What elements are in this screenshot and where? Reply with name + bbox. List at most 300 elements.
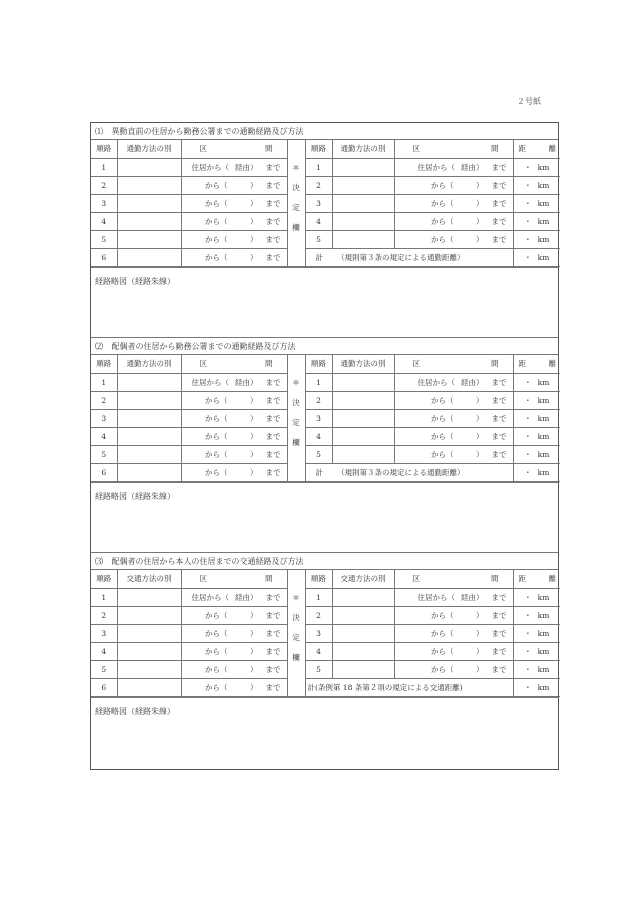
range-until: まで: [265, 682, 281, 692]
route-range[interactable]: [395, 216, 513, 227]
decision-char-3: 欄: [292, 438, 300, 447]
km-unit: km: [537, 162, 550, 172]
range-until: まで: [265, 449, 281, 459]
range-until: まで: [265, 628, 281, 638]
km-dot: ・: [524, 252, 532, 262]
right-order: 2: [316, 610, 321, 620]
left-method-cell[interactable]: [117, 463, 181, 481]
range-until: まで: [491, 628, 507, 638]
range-first-from: 住居から（: [417, 592, 455, 602]
route-range[interactable]: [182, 610, 287, 621]
range-until: まで: [491, 377, 507, 387]
range-from: から（: [205, 234, 228, 244]
left-order: 1: [101, 377, 107, 387]
range-from: から（: [431, 449, 454, 459]
route-range[interactable]: [182, 413, 287, 424]
left-order: 6: [101, 252, 107, 262]
right-method-cell[interactable]: [332, 409, 394, 427]
table-row: [91, 606, 560, 624]
route-table: [91, 570, 560, 697]
header-distance-a: 距: [518, 144, 526, 154]
distance-cell[interactable]: [513, 391, 560, 409]
right-method-cell[interactable]: [332, 588, 394, 606]
range-until: まで: [265, 431, 281, 441]
range-via: 経由）: [461, 162, 484, 172]
route-range[interactable]: [395, 413, 513, 424]
right-method-cell[interactable]: [332, 373, 394, 391]
right-method-cell[interactable]: [332, 391, 394, 409]
decision-column: [287, 355, 305, 481]
range-from: から（: [205, 610, 228, 620]
header-section-a: 区: [199, 144, 207, 154]
right-order: 5: [316, 234, 321, 244]
header-section-a: 区: [412, 574, 420, 584]
route-range[interactable]: [395, 234, 513, 245]
range-close-paren: ）: [476, 413, 484, 423]
right-method-cell[interactable]: [332, 194, 394, 212]
right-method-cell[interactable]: [332, 660, 394, 678]
right-method-cell[interactable]: [332, 606, 394, 624]
km-unit: km: [537, 377, 550, 387]
km-unit: km: [537, 592, 550, 602]
route-range[interactable]: [182, 592, 287, 603]
route-table: [91, 140, 560, 267]
route-range[interactable]: [395, 198, 513, 209]
header-method: 交通方法の別: [340, 574, 386, 584]
range-via: 経由）: [235, 162, 258, 172]
range-close-paren: ）: [250, 610, 258, 620]
route-table: [91, 355, 560, 482]
range-close-paren: ）: [250, 467, 258, 477]
route-range[interactable]: [395, 646, 513, 657]
km-unit: km: [537, 198, 550, 208]
route-range[interactable]: [182, 234, 287, 245]
right-order: 3: [316, 198, 321, 208]
range-from: から（: [431, 216, 454, 226]
left-method-cell[interactable]: [117, 230, 181, 248]
range-close-paren: ）: [250, 628, 258, 638]
route-range[interactable]: [182, 628, 287, 639]
header-order: 順路: [96, 574, 112, 584]
route-range[interactable]: [182, 646, 287, 657]
range-from: から（: [431, 180, 454, 190]
range-until: まで: [491, 395, 507, 405]
route-range[interactable]: [395, 431, 513, 442]
range-from: から（: [205, 646, 228, 656]
range-via: 経由）: [461, 592, 484, 602]
left-order: 3: [101, 628, 107, 638]
route-range[interactable]: [182, 467, 287, 478]
right-method-cell[interactable]: [332, 158, 394, 176]
km-unit: km: [537, 180, 550, 190]
header-section-b: 間: [265, 144, 273, 154]
range-until: まで: [491, 234, 507, 244]
left-method-cell[interactable]: [117, 624, 181, 642]
range-from: から（: [205, 628, 228, 638]
km-unit: km: [537, 395, 550, 405]
range-via: 経由）: [235, 592, 258, 602]
distance-cell[interactable]: [513, 176, 560, 194]
total-note: （規則第３条の規定による通勤距離）: [337, 467, 465, 477]
range-from: から（: [205, 449, 228, 459]
right-order: 5: [316, 449, 321, 459]
right-method-cell[interactable]: [332, 427, 394, 445]
route-range[interactable]: [182, 431, 287, 442]
total-note: （規則第３条の規定による通勤距離）: [337, 252, 465, 262]
left-order: 5: [101, 449, 107, 459]
header-distance-b: 離: [548, 574, 556, 584]
left-method-cell[interactable]: [117, 427, 181, 445]
route-map-label: 経路略図（経路朱線）: [95, 491, 175, 501]
range-close-paren: ）: [250, 198, 258, 208]
total-label: 計: [315, 252, 323, 262]
total-distance-label: [305, 678, 513, 696]
route-map-area[interactable]: [91, 267, 558, 339]
distance-cell[interactable]: [513, 427, 560, 445]
right-order: 4: [316, 431, 321, 441]
range-close-paren: ）: [250, 449, 258, 459]
range-until: まで: [265, 252, 281, 262]
header-method: 通勤方法の別: [340, 144, 386, 154]
table-row: [91, 588, 560, 606]
right-method-cell[interactable]: [332, 176, 394, 194]
header-section-a: 区: [412, 144, 420, 154]
distance-cell[interactable]: [513, 642, 560, 660]
range-until: まで: [265, 413, 281, 423]
left-order: 6: [101, 682, 107, 692]
km-dot: ・: [524, 216, 532, 226]
range-close-paren: ）: [250, 252, 258, 262]
right-order: 1: [316, 162, 321, 172]
route-range[interactable]: [182, 162, 287, 173]
decision-char-1: 決: [292, 613, 300, 622]
km-dot: ・: [524, 467, 532, 477]
route-map-label: 経路略図（経路朱線）: [95, 276, 175, 286]
section-title-text: 異動直前の住居から勤務公署までの通勤経路及び方法: [111, 127, 304, 136]
section-2-spouse-commute: [90, 337, 559, 554]
header-order: 順路: [311, 144, 326, 154]
header-method: 通勤方法の別: [340, 359, 386, 369]
header-section-a: 区: [199, 359, 207, 369]
right-method-cell[interactable]: [332, 642, 394, 660]
range-close-paren: ）: [250, 646, 258, 656]
left-method-cell[interactable]: [117, 373, 181, 391]
km-dot: ・: [524, 610, 532, 620]
distance-cell[interactable]: [513, 445, 560, 463]
route-range[interactable]: [182, 664, 287, 675]
route-range[interactable]: [182, 252, 287, 263]
right-order: 1: [316, 377, 321, 387]
decision-char-2: 定: [292, 418, 300, 427]
range-from: から（: [205, 180, 228, 190]
range-until: まで: [491, 198, 507, 208]
range-from: から（: [431, 413, 454, 423]
header-distance-a: 距: [518, 359, 526, 369]
km-dot: ・: [524, 377, 532, 387]
route-range[interactable]: [182, 377, 287, 388]
header-order: 順路: [311, 574, 326, 584]
route-range[interactable]: [395, 162, 513, 173]
total-label: 計: [307, 682, 315, 692]
left-method-cell[interactable]: [117, 212, 181, 230]
route-range[interactable]: [395, 449, 513, 460]
left-method-cell[interactable]: [117, 642, 181, 660]
range-first-from: 住居から（: [191, 377, 229, 387]
range-close-paren: ）: [250, 234, 258, 244]
route-range[interactable]: [182, 180, 287, 191]
km-dot: ・: [524, 198, 532, 208]
range-close-paren: ）: [476, 180, 484, 190]
km-unit: km: [537, 252, 550, 262]
header-section-a: 区: [199, 574, 207, 584]
total-label: 計: [315, 467, 323, 477]
km-unit: km: [537, 234, 550, 244]
range-from: から（: [205, 664, 228, 674]
left-method-cell[interactable]: [117, 606, 181, 624]
range-from: から（: [205, 467, 228, 477]
distance-cell[interactable]: [513, 409, 560, 427]
range-from: から（: [205, 413, 228, 423]
header-order: 順路: [96, 144, 112, 154]
left-method-cell[interactable]: [117, 391, 181, 409]
km-unit: km: [537, 449, 550, 459]
distance-cell[interactable]: [513, 660, 560, 678]
km-dot: ・: [524, 682, 532, 692]
form-number: ２号紙: [517, 97, 541, 106]
decision-char-3: 欄: [292, 653, 300, 662]
left-method-cell[interactable]: [117, 660, 181, 678]
route-range[interactable]: [182, 395, 287, 406]
distance-cell[interactable]: [513, 194, 560, 212]
left-order: 4: [101, 431, 107, 441]
range-close-paren: ）: [250, 431, 258, 441]
right-order: 4: [316, 216, 321, 226]
range-until: まで: [491, 610, 507, 620]
range-close-paren: ）: [476, 234, 484, 244]
left-method-cell[interactable]: [117, 194, 181, 212]
range-first-from: 住居から（: [191, 162, 229, 172]
range-until: まで: [491, 592, 507, 602]
header-section-a: 区: [412, 359, 420, 369]
table-header-row: [91, 355, 560, 373]
section-number: ⑵: [95, 342, 103, 351]
left-order: 2: [101, 180, 107, 190]
range-from: から（: [205, 216, 228, 226]
route-range[interactable]: [395, 610, 513, 621]
range-from: から（: [205, 682, 228, 692]
range-from: から（: [431, 628, 454, 638]
section-number: ⑴: [95, 127, 103, 136]
left-method-cell[interactable]: [117, 445, 181, 463]
range-until: まで: [265, 646, 281, 656]
km-dot: ・: [524, 180, 532, 190]
range-close-paren: ）: [476, 216, 484, 226]
range-first-from: 住居から（: [417, 377, 455, 387]
table-row: [91, 230, 560, 248]
range-until: まで: [491, 431, 507, 441]
route-range[interactable]: [395, 592, 513, 603]
decision-asterisk: ＊: [292, 163, 300, 172]
table-row: [91, 427, 560, 445]
left-order: 4: [101, 646, 107, 656]
km-dot: ・: [524, 413, 532, 423]
km-dot: ・: [524, 646, 532, 656]
range-via: 経由）: [461, 377, 484, 387]
range-until: まで: [265, 198, 281, 208]
range-until: まで: [491, 180, 507, 190]
range-close-paren: ）: [476, 198, 484, 208]
decision-column: [287, 570, 305, 696]
header-section-b: 間: [491, 144, 499, 154]
table-row: [91, 248, 560, 266]
section-title: [91, 338, 558, 355]
right-method-cell[interactable]: [332, 445, 394, 463]
route-map-area[interactable]: [91, 697, 558, 769]
distance-cell[interactable]: [513, 624, 560, 642]
route-range[interactable]: [182, 682, 287, 693]
distance-cell[interactable]: [513, 463, 560, 481]
range-close-paren: ）: [476, 628, 484, 638]
header-method: 通勤方法の別: [126, 359, 172, 369]
left-method-cell[interactable]: [117, 409, 181, 427]
km-unit: km: [537, 664, 550, 674]
right-method-cell[interactable]: [332, 624, 394, 642]
km-unit: km: [537, 610, 550, 620]
table-row: [91, 463, 560, 481]
distance-cell[interactable]: [513, 158, 560, 176]
route-range[interactable]: [395, 628, 513, 639]
route-range[interactable]: [182, 216, 287, 227]
section-title-text: 配偶者の住居から勤務公署までの通勤経路及び方法: [111, 342, 296, 351]
range-close-paren: ）: [250, 682, 258, 692]
distance-cell[interactable]: [513, 373, 560, 391]
right-order: 1: [316, 592, 321, 602]
range-from: から（: [431, 664, 454, 674]
header-distance-b: 離: [548, 359, 556, 369]
right-order: 3: [316, 628, 321, 638]
range-until: まで: [491, 646, 507, 656]
section-3-spouse-to-self-route: [90, 552, 559, 770]
range-from: から（: [431, 431, 454, 441]
km-unit: km: [537, 646, 550, 656]
range-until: まで: [491, 664, 507, 674]
decision-char-1: 決: [292, 183, 300, 192]
km-unit: km: [537, 682, 550, 692]
table-row: [91, 660, 560, 678]
route-range[interactable]: [182, 449, 287, 460]
range-first-from: 住居から（: [191, 592, 229, 602]
distance-cell[interactable]: [513, 606, 560, 624]
table-row: [91, 176, 560, 194]
range-close-paren: ）: [476, 431, 484, 441]
distance-cell[interactable]: [513, 678, 560, 696]
section-1-commute-before-transfer: [90, 122, 559, 339]
route-map-area[interactable]: [91, 482, 558, 554]
left-method-cell[interactable]: [117, 678, 181, 696]
range-close-paren: ）: [476, 664, 484, 674]
left-method-cell[interactable]: [117, 588, 181, 606]
range-from: から（: [431, 646, 454, 656]
km-dot: ・: [524, 664, 532, 674]
left-order: 6: [101, 467, 107, 477]
header-section-b: 間: [491, 359, 499, 369]
range-first-from: 住居から（: [417, 162, 455, 172]
range-close-paren: ）: [476, 646, 484, 656]
route-range[interactable]: [182, 198, 287, 209]
total-distance-label: [305, 248, 513, 266]
range-until: まで: [265, 162, 281, 172]
range-until: まで: [491, 449, 507, 459]
table-row: [91, 158, 560, 176]
table-row: [91, 194, 560, 212]
table-header-row: [91, 570, 560, 588]
km-dot: ・: [524, 449, 532, 459]
distance-cell[interactable]: [513, 248, 560, 266]
decision-char-3: 欄: [292, 223, 300, 232]
header-distance-b: 離: [548, 144, 556, 154]
decision-char-2: 定: [292, 633, 300, 642]
header-distance-a: 距: [518, 574, 526, 584]
table-row: [91, 409, 560, 427]
route-range[interactable]: [395, 395, 513, 406]
route-range[interactable]: [395, 377, 513, 388]
left-order: 1: [101, 162, 107, 172]
right-order: 4: [316, 646, 321, 656]
range-until: まで: [491, 216, 507, 226]
range-until: まで: [265, 610, 281, 620]
range-until: まで: [265, 395, 281, 405]
range-from: から（: [431, 234, 454, 244]
header-method: 通勤方法の別: [126, 144, 172, 154]
table-row: [91, 678, 560, 696]
decision-char-2: 定: [292, 203, 300, 212]
route-range[interactable]: [395, 664, 513, 675]
left-order: 3: [101, 198, 107, 208]
km-unit: km: [537, 413, 550, 423]
left-order: 1: [101, 592, 107, 602]
decision-asterisk: ＊: [292, 378, 300, 387]
range-from: から（: [205, 198, 228, 208]
decision-char-1: 決: [292, 398, 300, 407]
range-until: まで: [265, 180, 281, 190]
range-close-paren: ）: [476, 449, 484, 459]
right-order: 3: [316, 413, 321, 423]
range-until: まで: [491, 413, 507, 423]
left-method-cell[interactable]: [117, 248, 181, 266]
range-from: から（: [205, 395, 228, 405]
total-distance-label: [305, 463, 513, 481]
right-method-cell[interactable]: [332, 230, 394, 248]
range-until: まで: [265, 664, 281, 674]
km-dot: ・: [524, 592, 532, 602]
left-order: 5: [101, 234, 107, 244]
range-from: から（: [431, 395, 454, 405]
section-title: [91, 123, 558, 140]
right-method-cell[interactable]: [332, 212, 394, 230]
left-method-cell[interactable]: [117, 158, 181, 176]
left-order: 5: [101, 664, 107, 674]
route-range[interactable]: [395, 180, 513, 191]
left-method-cell[interactable]: [117, 176, 181, 194]
left-order: 2: [101, 610, 107, 620]
distance-cell[interactable]: [513, 212, 560, 230]
distance-cell[interactable]: [513, 588, 560, 606]
table-row: [91, 445, 560, 463]
right-order: 2: [316, 395, 321, 405]
distance-cell[interactable]: [513, 230, 560, 248]
section-number: ⑶: [95, 557, 103, 566]
left-order: 3: [101, 413, 107, 423]
